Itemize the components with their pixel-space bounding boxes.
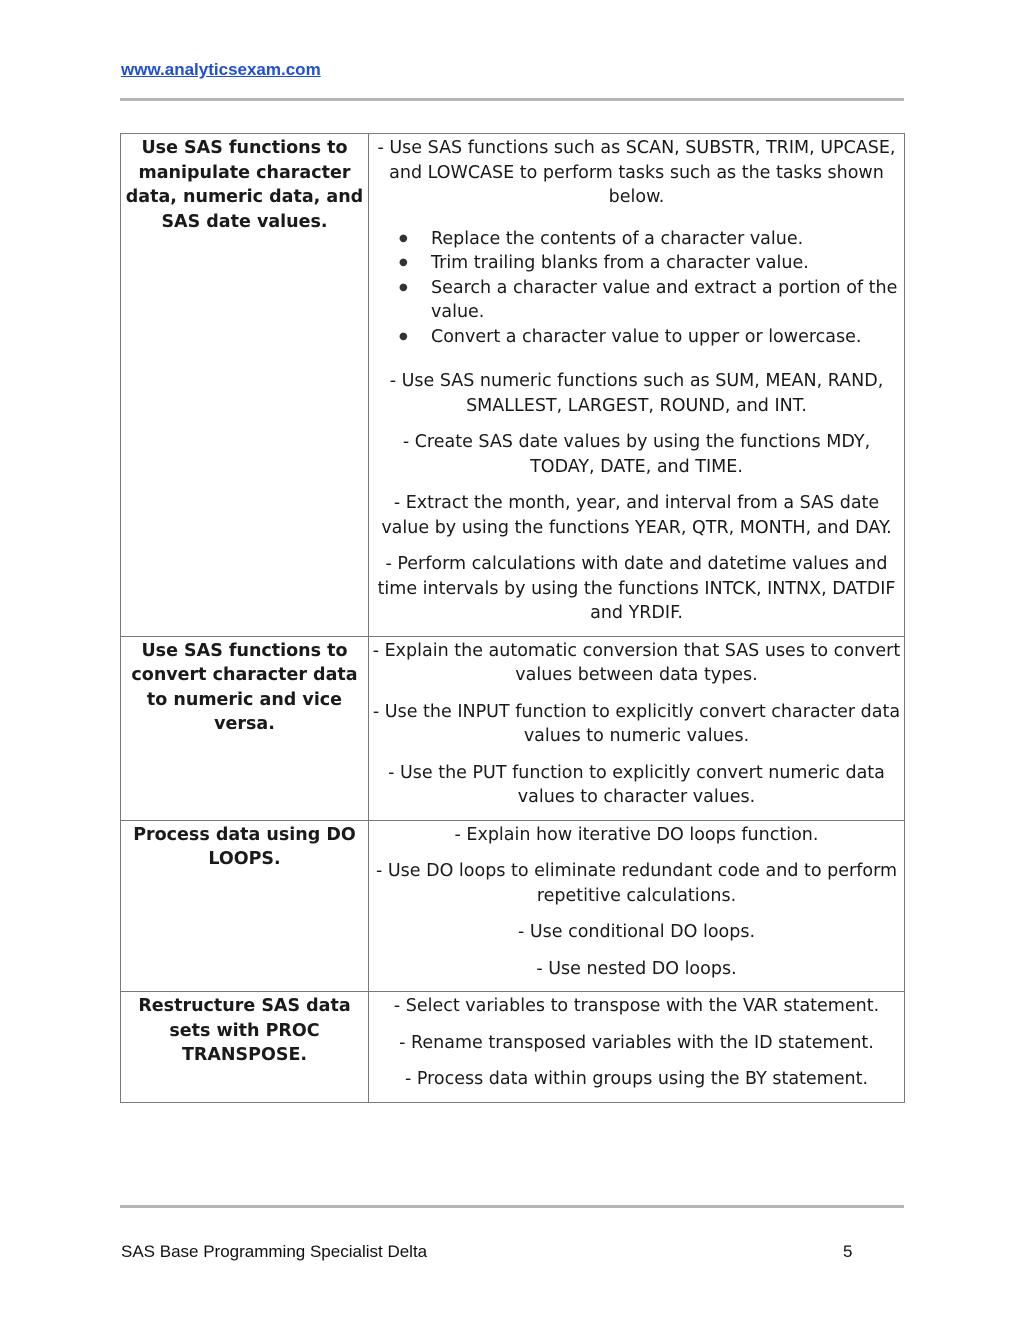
detail-item: - Perform calculations with date and datetime values and time intervals by using the functions INTCK, INTNX, DATDIF and YRDIF. (377, 554, 896, 623)
topic-cell: Process data using DO LOOPS. (121, 820, 369, 992)
page-number: 5 (843, 1242, 853, 1261)
header-divider (120, 98, 904, 101)
detail-item: - Use SAS numeric functions such as SUM, MEAN, RAND, SMALLEST, LARGEST, ROUND, and INT. (389, 371, 884, 416)
objectives-table (120, 133, 905, 1103)
detail-item: - Rename transposed variables with the ID statement. (399, 1032, 874, 1053)
table-row (121, 636, 905, 820)
details-cell (369, 820, 905, 992)
bullet-item: ● Trim trailing blanks from a character value. (399, 251, 902, 276)
detail-item: - Extract the month, year, and interval from a SAS date value by using the functions YEAR, QTR, MONTH, and DAY. (381, 493, 892, 538)
detail-item: - Use nested DO loops. (536, 958, 737, 979)
bullet-item: ● Search a character value and extract a portion of the value. (399, 276, 902, 325)
bullet-item: ● Convert a character value to upper or lowercase. (399, 325, 902, 350)
bullet-item: ● Replace the contents of a character value. (399, 227, 902, 252)
detail-item: - Create SAS date values by using the functions MDY, TODAY, DATE, and TIME. (402, 432, 871, 477)
detail-item: - Use DO loops to eliminate redundant code and to perform repetitive calculations. (375, 861, 898, 906)
topic-cell: Restructure SAS data sets with PROC TRANSPOSE. (121, 992, 369, 1103)
detail-item: - Use the INPUT function to explicitly convert character data values to numeric values. (372, 701, 901, 746)
topic-cell: Use SAS functions to convert character data to numeric and vice versa. (121, 636, 369, 820)
footer-document-title: SAS Base Programming Specialist Delta (121, 1242, 428, 1261)
details-cell (369, 636, 905, 820)
detail-item: - Select variables to transpose with the VAR statement. (393, 996, 880, 1016)
topic-cell: Use SAS functions to manipulate character data, numeric data, and SAS date values. (121, 134, 369, 637)
table-row (121, 134, 905, 637)
detail-item: - Explain the automatic conversion that SAS uses to convert values between data types. (372, 640, 901, 685)
detail-item: - Use conditional DO loops. (517, 922, 756, 942)
details-cell (369, 134, 905, 637)
table-row (121, 992, 905, 1103)
footer-divider (120, 1205, 904, 1208)
detail-item: - Explain how iterative DO loops function. (454, 824, 819, 845)
details-cell (369, 992, 905, 1103)
detail-item: - Process data within groups using the BY statement. (404, 1069, 869, 1089)
detail-item: - Use the PUT function to explicitly convert numeric data values to character values. (388, 762, 885, 807)
header-website-link[interactable]: www.analyticsexam.com (121, 60, 321, 79)
table-row (121, 820, 905, 992)
task-bullet-list (399, 227, 902, 350)
detail-item: - Use SAS functions such as SCAN, SUBSTR, TRIM, UPCASE, and LOWCASE to perform tasks such as the tasks shown below. (377, 138, 896, 207)
